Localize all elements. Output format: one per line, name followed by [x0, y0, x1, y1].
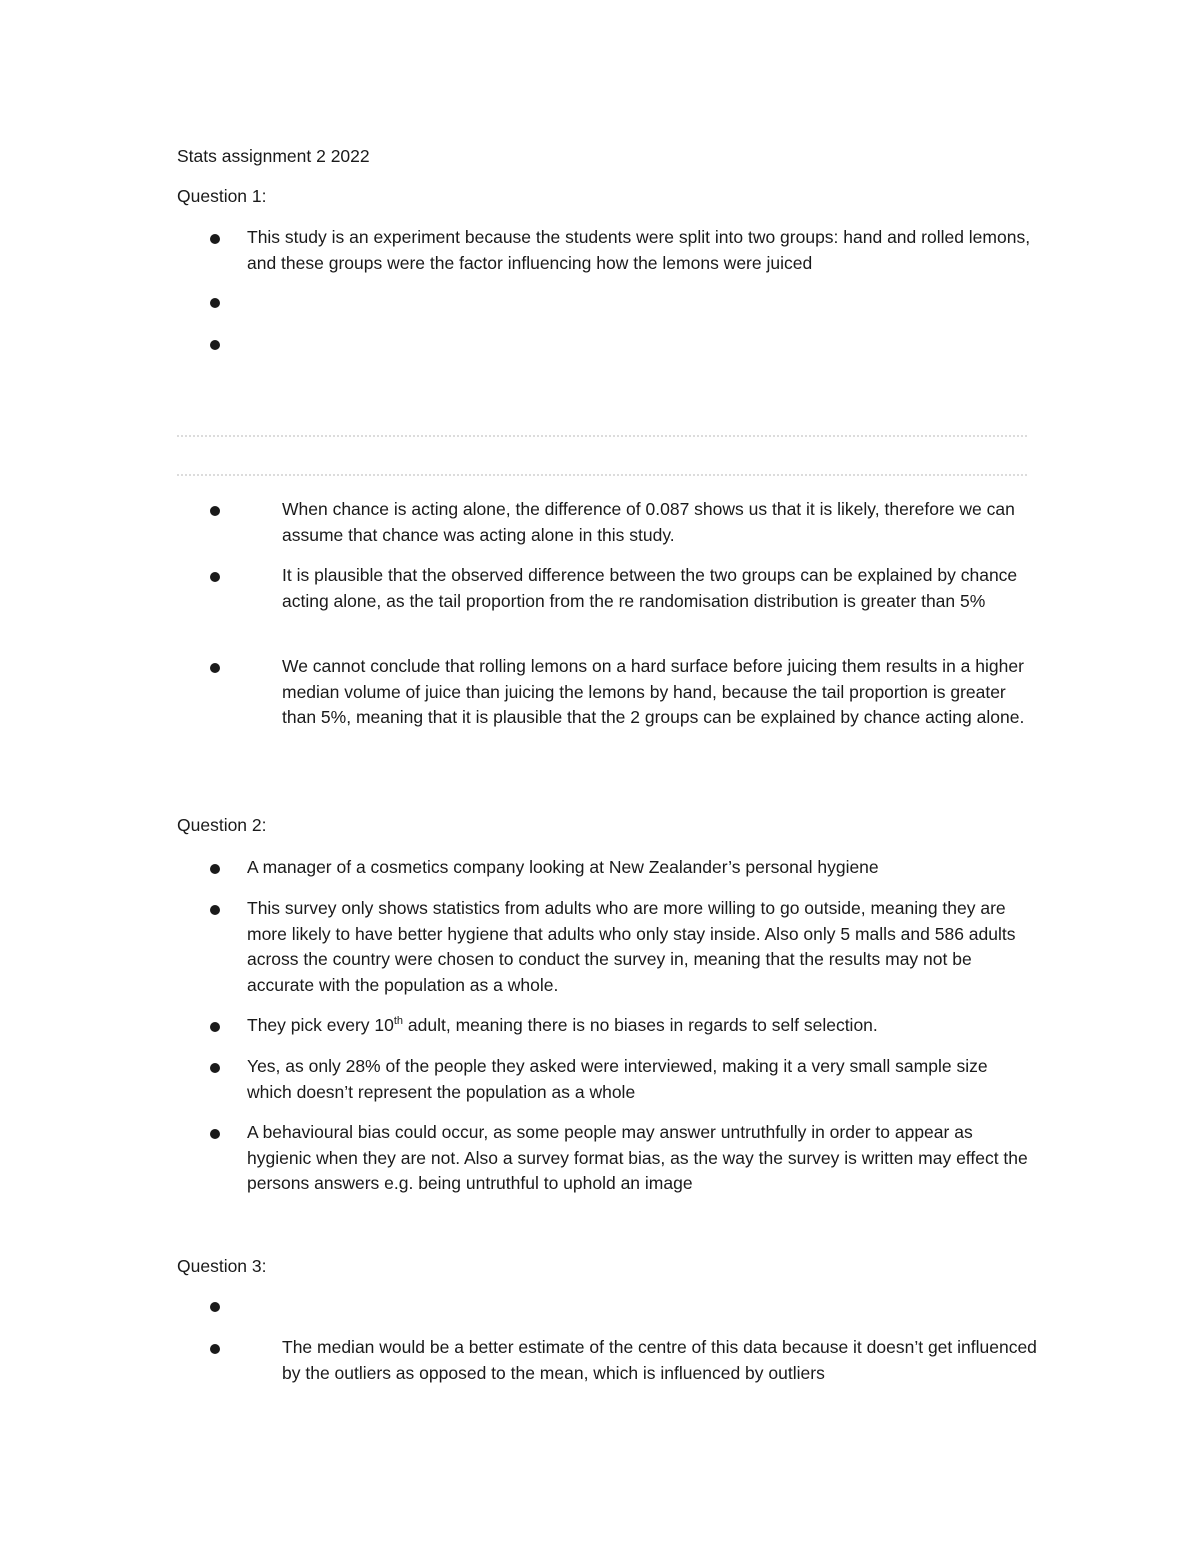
ordinal-suffix: th [393, 1015, 404, 1027]
bullet-icon [210, 1129, 220, 1139]
q1-bullet-1-text: This study is an experiment because the students were split into two groups: hand and rolled lemons, and these groups were the factor influencing how the lemons were juiced [247, 227, 1035, 273]
bullet-icon [210, 905, 220, 915]
bullet-icon [210, 340, 220, 350]
q2-bullet-3-post: adult, meaning there is no biases in regards to self selection. [403, 1015, 878, 1035]
bullet-icon [210, 663, 220, 673]
bullet-icon [210, 864, 220, 874]
q1-bullet-5-text: It is plausible that the observed difference between the two groups can be explained by chance acting alone, as the tail proportion from the re randomisation distribution is greater than 5% [282, 565, 1023, 611]
page-divider [177, 474, 1027, 476]
bullet-icon [210, 1302, 220, 1312]
q2-bullet-2-text: This survey only shows statistics from adults who are more willing to go outside, meaning they are more likely to have better hygiene that adults who only stay inside. Also only 5 malls and 586 adults across the country were chosen to conduct the survey in, meaning that the results may not be accurate with the population as a whole. [247, 898, 1021, 995]
q2-bullet-3-text [247, 1013, 1037, 1039]
page-divider [177, 435, 1027, 437]
bullet-icon [210, 572, 220, 582]
bullet-icon [210, 1063, 220, 1073]
document-title: Stats assignment 2 2022 [177, 146, 370, 166]
q2-bullet-1-text: A manager of a cosmetics company looking at New Zealander’s personal hygiene [247, 857, 879, 877]
bullet-icon [210, 1344, 220, 1354]
bullet-icon [210, 298, 220, 308]
q2-bullet-5-text: A behavioural bias could occur, as some people may answer untruthfully in order to appear as hygienic when they are not. Also a survey format bias, as the way the survey is written may effect the persons answers e.g. being untruthful to uphold an image [247, 1122, 1033, 1193]
bullet-icon [210, 506, 220, 516]
q2-bullet-4-text: Yes, as only 28% of the people they asked were interviewed, making it a very small sample size which doesn’t represent the population as a whole [247, 1056, 993, 1102]
question-2-heading: Question 2: [177, 815, 267, 835]
bullet-icon [210, 1022, 220, 1032]
q3-bullet-2-text: The median would be a better estimate of the centre of this data because it doesn’t get influenced by the outliers as opposed to the mean, which is influenced by outliers [282, 1337, 1042, 1383]
q1-bullet-4-text: When chance is acting alone, the difference of 0.087 shows us that it is likely, therefore we can assume that chance was acting alone in this study. [282, 499, 1020, 545]
question-3-heading: Question 3: [177, 1256, 267, 1276]
bullet-icon [210, 234, 220, 244]
q2-bullet-3-pre: They pick every 10 [247, 1015, 394, 1035]
question-1-heading: Question 1: [177, 186, 267, 206]
q1-bullet-6-text: We cannot conclude that rolling lemons on a hard surface before juicing them results in a higher median volume of juice than juicing the lemons by hand, because the tail proportion is greater than 5%, meaning that it is plausible that the 2 groups can be explained by chance acting alone. [282, 656, 1029, 727]
